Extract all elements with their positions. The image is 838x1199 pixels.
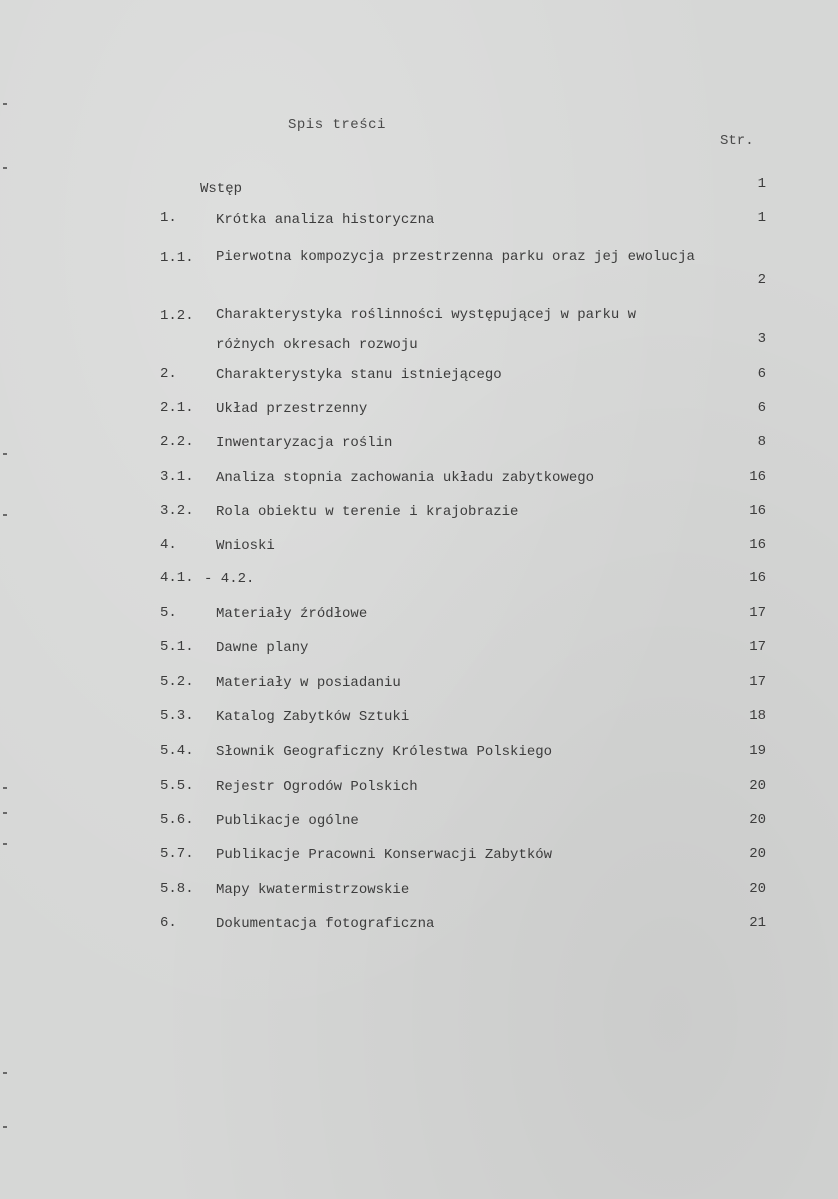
toc-entry-number: 5.	[160, 605, 177, 621]
toc-entry-number: 2.	[160, 366, 177, 382]
toc-entry-text: Układ przestrzenny	[216, 401, 368, 417]
toc-entry-page: 20	[749, 778, 766, 794]
toc-entry-text: Słownik Geograficzny Królestwa Polskiego	[216, 744, 553, 760]
toc-entry-page: 6	[757, 400, 766, 416]
toc-entry-number: 5.3.	[160, 708, 194, 724]
toc-entry-number: 4.	[160, 537, 177, 553]
toc-entry-text: Materiały w posiadaniu	[216, 675, 401, 691]
toc-entry-text: Mapy kwatermistrzowskie	[216, 882, 410, 898]
toc-entry-text: Charakterystyka roślinności występującej w parku w różnych okresach rozwoju	[216, 307, 637, 353]
toc-entry-text: Publikacje Pracowni Konserwacji Zabytków	[216, 847, 553, 863]
toc-entry-page: 6	[757, 366, 766, 382]
toc-entry-page: 21	[749, 915, 766, 931]
toc-entry-page: 16	[749, 469, 766, 485]
document-title: Spis treści	[288, 117, 386, 133]
toc-entry-number: 6.	[160, 915, 177, 931]
toc-entry-number: 5.1.	[160, 639, 194, 655]
toc-entry-page: 3	[757, 331, 766, 347]
toc-entry-text: Charakterystyka stanu istniejącego	[216, 367, 502, 383]
toc-entry-page: 16	[749, 570, 766, 586]
toc-entry-page: 16	[749, 503, 766, 519]
toc-entry-text: Katalog Zabytków Sztuki	[216, 709, 410, 725]
toc-entry-text: Krótka analiza historyczna	[216, 212, 435, 228]
toc-entry-number: 1.2.	[160, 308, 194, 324]
toc-entry-number: 5.8.	[160, 881, 194, 897]
toc-entry-text: Publikacje ogólne	[216, 813, 359, 829]
toc-entry-text: Pierwotna kompozycja przestrzenna parku oraz jej ewolucja	[216, 249, 695, 265]
toc-entry-page: 18	[749, 708, 766, 724]
toc-entry-number: 1.	[160, 210, 177, 226]
toc-entry-text: - 4.2.	[204, 571, 255, 587]
toc-entry-number: 5.6.	[160, 812, 194, 828]
toc-entry-text: Materiały źródłowe	[216, 606, 368, 622]
toc-entry-number: 1.1.	[160, 250, 194, 266]
toc-entry-page: 17	[749, 639, 766, 655]
toc-entry-text: Inwentaryzacja roślin	[216, 435, 393, 451]
toc-entry-page: 2	[757, 272, 766, 288]
toc-entry-number: 5.4.	[160, 743, 194, 759]
toc-entry-text: Dokumentacja fotograficzna	[216, 916, 435, 932]
toc-entry-page: 16	[749, 537, 766, 553]
toc-entry-page: 17	[749, 605, 766, 621]
toc-entry-number: 3.2.	[160, 503, 194, 519]
toc-entry-page: 20	[749, 846, 766, 862]
toc-entry-text: Dawne plany	[216, 640, 309, 656]
toc-entry-number: 4.1.	[160, 570, 194, 586]
toc-entry-number: 5.5.	[160, 778, 194, 794]
toc-entry-text: Analiza stopnia zachowania układu zabytkowego	[216, 470, 595, 486]
toc-entry-page: 19	[749, 743, 766, 759]
toc-entry-number: 2.1.	[160, 400, 194, 416]
toc-entry-number: 2.2.	[160, 434, 194, 450]
page-column-label: Str.	[720, 133, 754, 149]
toc-entry-text: Rola obiektu w terenie i krajobrazie	[216, 504, 519, 520]
toc-entry-text: Wnioski	[216, 538, 275, 554]
toc-entry-number: 5.7.	[160, 846, 194, 862]
toc-entry-page: 17	[749, 674, 766, 690]
toc-entry-page: 20	[749, 812, 766, 828]
toc-entry-page: 1	[757, 210, 766, 226]
toc-entry-page: 1	[757, 176, 766, 192]
toc-entry-page: 8	[757, 434, 766, 450]
toc-entry-text: Rejestr Ogrodów Polskich	[216, 779, 418, 795]
toc-entry-number: 3.1.	[160, 469, 194, 485]
toc-entry-page: 20	[749, 881, 766, 897]
toc-entry-text: Wstęp	[200, 181, 243, 197]
toc-entry-number: 5.2.	[160, 674, 194, 690]
